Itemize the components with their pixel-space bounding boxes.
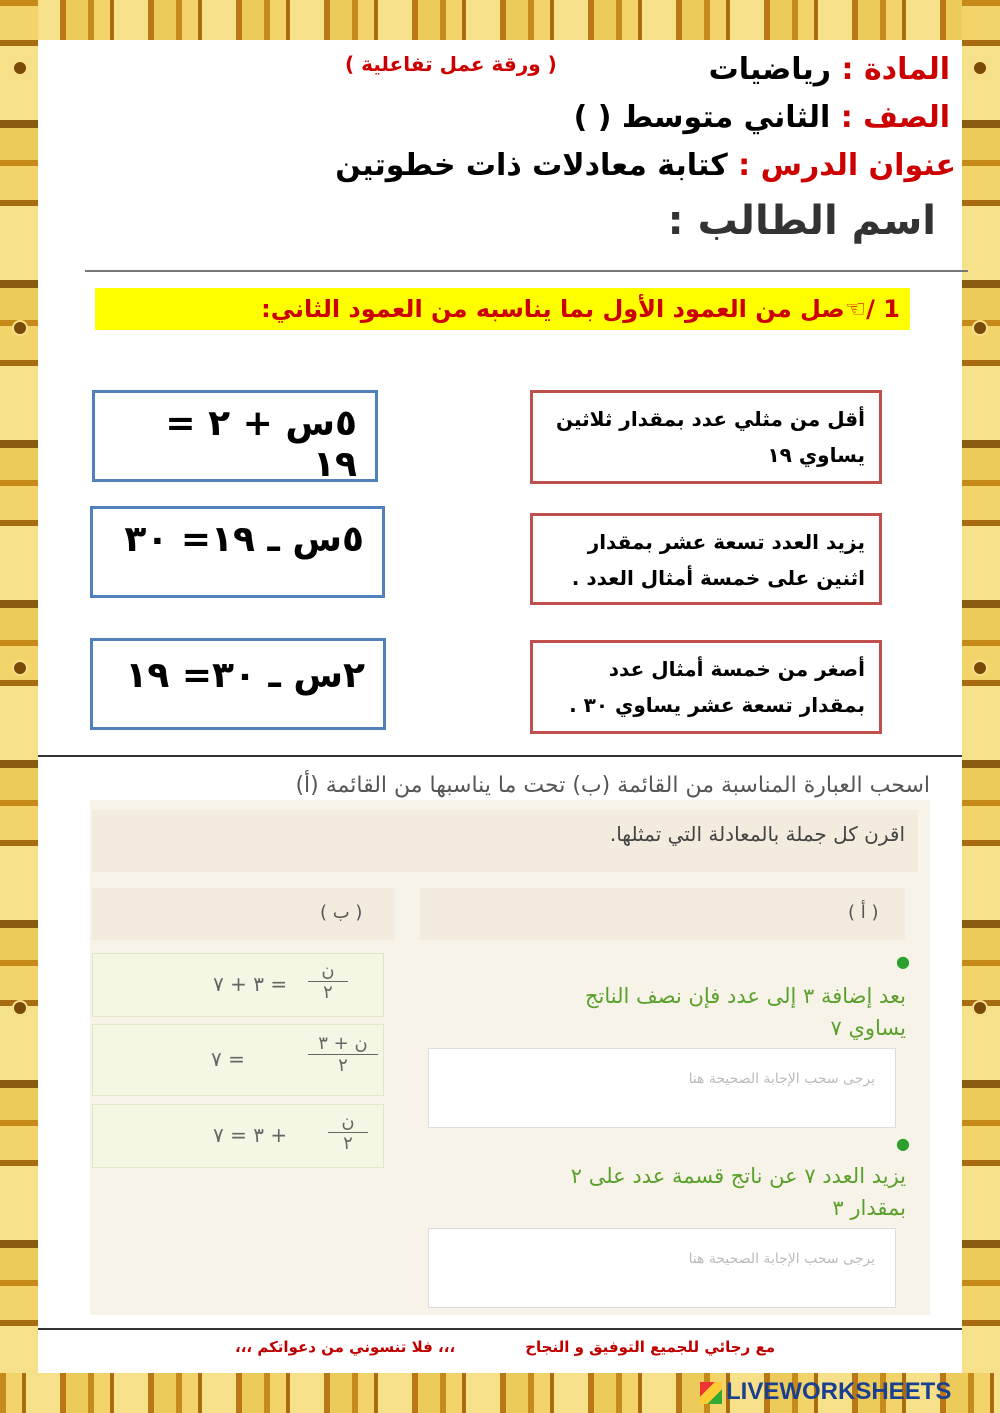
statement-line: أقل من مثلي عدد بمقدار ثلاثين [555, 407, 865, 431]
statement-line: يساوي ١٩ [767, 443, 865, 467]
frame-ornament [972, 660, 988, 676]
eq-rhs: = ٧ [211, 1047, 245, 1071]
bullet-icon: ● [896, 952, 910, 971]
grade-value: الثاني متوسط ( ) [573, 100, 831, 135]
lesson-value: كتابة معادلات ذات خطوتين [335, 148, 728, 183]
drop-zone-placeholder: يرجى سحب الإجابة الصحيحة هنا [688, 1251, 875, 1267]
eq-fraction [308, 1033, 378, 1076]
frame-ornament [12, 320, 28, 336]
student-name-label: اسم الطالب : [667, 198, 936, 244]
item-line: بمقدار ٣ [832, 1196, 906, 1220]
col-b-header: ( ب ) [320, 902, 363, 923]
eq-fraction [308, 960, 348, 1003]
item-line: يساوي ٧ [830, 1016, 906, 1040]
frame-ornament [12, 1000, 28, 1016]
item-line: يزيد العدد ٧ عن ناتج قسمة عدد على ٢ [570, 1164, 906, 1188]
grade-line [574, 100, 950, 135]
eq-denominator: ٢ [323, 982, 333, 1003]
grade-label: الصف : [840, 100, 950, 135]
frame-top [0, 0, 1000, 40]
worksheet-tag: ( ورقة عمل تفاعلية ) [345, 52, 557, 76]
drop-zone-1[interactable] [428, 1048, 896, 1128]
eq-numerator: ن + ٣ [308, 1033, 378, 1055]
lesson-label: عنوان الدرس : [738, 148, 956, 183]
q1-equation-3[interactable]: ٢س ـ ٣٠= ١٩ [90, 638, 386, 730]
frame-left [0, 0, 38, 1413]
frame-ornament [972, 320, 988, 336]
q1-statement-1[interactable] [530, 390, 882, 484]
eq-denominator: ٢ [338, 1055, 348, 1076]
brand-logo [700, 1376, 951, 1408]
footer-prayer: ،،، فلا تنسوني من دعواتكم ،،، [235, 1338, 456, 1356]
col-a-header-bar [420, 888, 905, 940]
q2-item-1 [585, 980, 906, 1044]
statement-line: بمقدار تسعة عشر يساوي ٣٠ . [569, 693, 865, 717]
frame-ornament [972, 1000, 988, 1016]
subject-value: رياضيات [708, 52, 832, 87]
subject-label: المادة : [841, 52, 950, 87]
q2-subtitle: اقرن كل جملة بالمعادلة التي تمثلها. [609, 822, 905, 846]
footer-divider [38, 1328, 962, 1330]
eq-numerator: ن [328, 1111, 368, 1133]
q2-item-2 [571, 1160, 906, 1224]
drop-zone-placeholder: يرجى سحب الإجابة الصحيحة هنا [688, 1071, 875, 1087]
statement-line: يزيد العدد تسعة عشر بمقدار [587, 530, 865, 554]
q1-equation-1[interactable]: ٥س + ٢ = ١٩ [92, 390, 378, 482]
drop-zone-2[interactable] [428, 1228, 896, 1308]
footer-wish: مع رجائي للجميع التوفيق و النجاح [525, 1338, 775, 1356]
frame-ornament [972, 60, 988, 76]
frame-ornament [12, 660, 28, 676]
divider [85, 270, 968, 272]
section-divider [38, 755, 962, 757]
q1-statement-2[interactable] [530, 513, 882, 605]
eq-numerator: ن [308, 960, 348, 982]
eq-denominator: ٢ [343, 1133, 353, 1154]
draggable-equation-1[interactable] [92, 953, 384, 1017]
statement-line: اثنين على خمسة أمثال العدد . [571, 566, 865, 590]
brand-name: LIVEWORKSHEETS [726, 1378, 952, 1405]
eq-rhs: = ٣ + ٧ [213, 972, 288, 996]
draggable-equation-3[interactable] [92, 1104, 384, 1168]
draggable-equation-2[interactable] [92, 1024, 384, 1096]
q1-title: 1 /☜صل من العمود الأول بما يناسبه من العمود الثاني: [95, 288, 910, 330]
bullet-icon: ● [896, 1134, 910, 1153]
q2-instruction: اسحب العبارة المناسبة من القائمة (ب) تحت ما يناسبها من القائمة (أ) [295, 773, 930, 798]
brand-icon [700, 1382, 722, 1404]
item-line: بعد إضافة ٣ إلى عدد فإن نصف الناتج [584, 984, 906, 1008]
eq-rhs: + ٣ = ٧ [213, 1123, 288, 1147]
q1-statement-3[interactable] [530, 640, 882, 734]
statement-line: أصغر من خمسة أمثال عدد [608, 657, 865, 681]
eq-fraction [328, 1111, 368, 1154]
q1-equation-2[interactable]: ٥س ـ ١٩= ٣٠ [90, 506, 385, 598]
frame-right [962, 0, 1000, 1413]
frame-ornament [12, 60, 28, 76]
lesson-line [335, 148, 956, 183]
subject-line [709, 52, 950, 87]
col-a-header: ( أ ) [848, 902, 879, 923]
